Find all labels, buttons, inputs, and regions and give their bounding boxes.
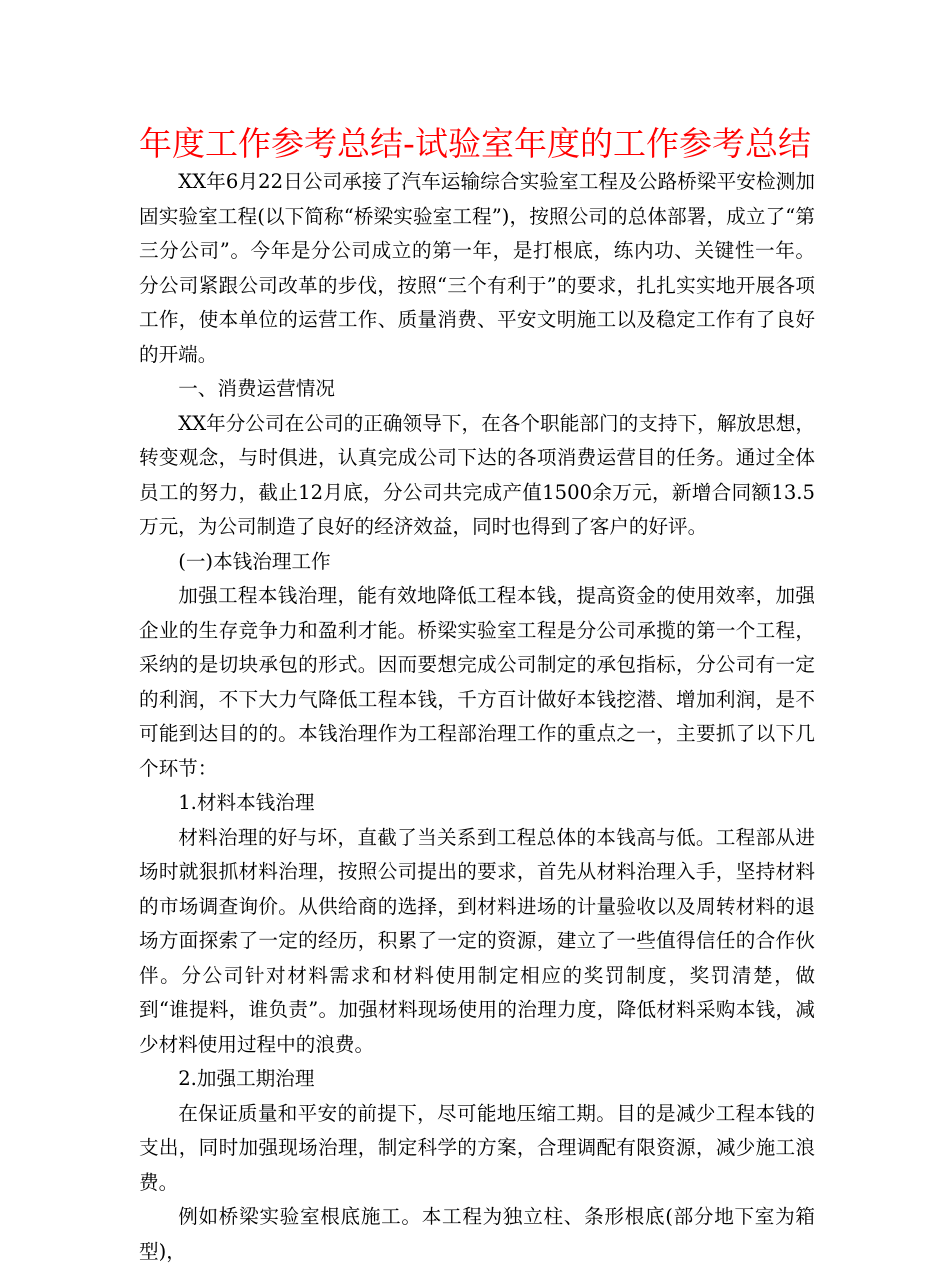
paragraph-foundation-example: 例如桥梁实验室根底施工。本工程为独立柱、条形根底(部分地下室为箱型)， bbox=[139, 1205, 815, 1263]
document-title: 年度工作参考总结-试验室年度的工作参考总结 bbox=[139, 124, 811, 163]
paragraph-material-cost: 材料治理的好与坏，直截了当关系到工程总体的本钱高与低。工程部从进场时就狠抓材料治理，按照公司提出的要求，首先从材料治理入手，坚持材料的市场调查询价。从供给商的选择，到材料进场的计量验收以及周转材料的退场方面探索了一定的经历，积累了一定的资源，建立了一些值得信任的合作伙伴。分公司针对材料需求和材料使用制定相应的奖罚制度，奖罚清楚，做到“谁提料，谁负责”。加强材料现场使用的治理力度，降低材料采购本钱，减少材料使用过程中的浪费。 bbox=[139, 825, 815, 1056]
item-heading-schedule: 2.加强工期治理 bbox=[178, 1067, 315, 1090]
paragraph-schedule: 在保证质量和平安的前提下，尽可能地压缩工期。目的是减少工程本钱的支出，同时加强现场治理，制定科学的方案，合理调配有限资源，减少施工浪费。 bbox=[139, 1101, 815, 1194]
section-heading-operations: 一、消费运营情况 bbox=[178, 377, 335, 400]
paragraph-cost-management: 加强工程本钱治理，能有效地降低工程本钱，提高资金的使用效率，加强企业的生存竞争力和盈利才能。桥梁实验室工程是分公司承揽的第一个工程，采纳的是切块承包的形式。因而要想完成公司制定的承包指标，分公司有一定的利润，不下大力气降低工程本钱，千方百计做好本钱挖潜、增加利润，是不可能到达目的的。本钱治理作为工程部治理工作的重点之一，主要抓了以下几个环节： bbox=[139, 584, 815, 780]
subsection-heading-cost-management: (一)本钱治理工作 bbox=[178, 549, 331, 573]
document-body bbox=[139, 165, 815, 1269]
paragraph-operations: XX年分公司在公司的正确领导下，在各个职能部门的支持下，解放思想，转变观念，与时俱进，认真完成公司下达的各项消费运营目的任务。通过全体员工的努力，截止12月底，分公司共完成产值1500余万元，新增合同额13.5万元，为公司制造了良好的经济效益，同时也得到了客户的好评。 bbox=[139, 411, 815, 538]
paragraph-intro: XX年6月22日公司承接了汽车运输综合实验室工程及公路桥梁平安检测加固实验室工程(以下简称“桥梁实验室工程”)，按照公司的总体部署，成立了“第三分公司”。今年是分公司成立的第一年，是打根底，练内功、关键性一年。分公司紧跟公司改革的步伐，按照“三个有利于”的要求，扎扎实实地开展各项工作，使本单位的运营工作、质量消费、平安文明施工以及稳定工作有了良好的开端。 bbox=[139, 170, 815, 366]
item-heading-material-cost: 1.材料本钱治理 bbox=[178, 791, 315, 814]
